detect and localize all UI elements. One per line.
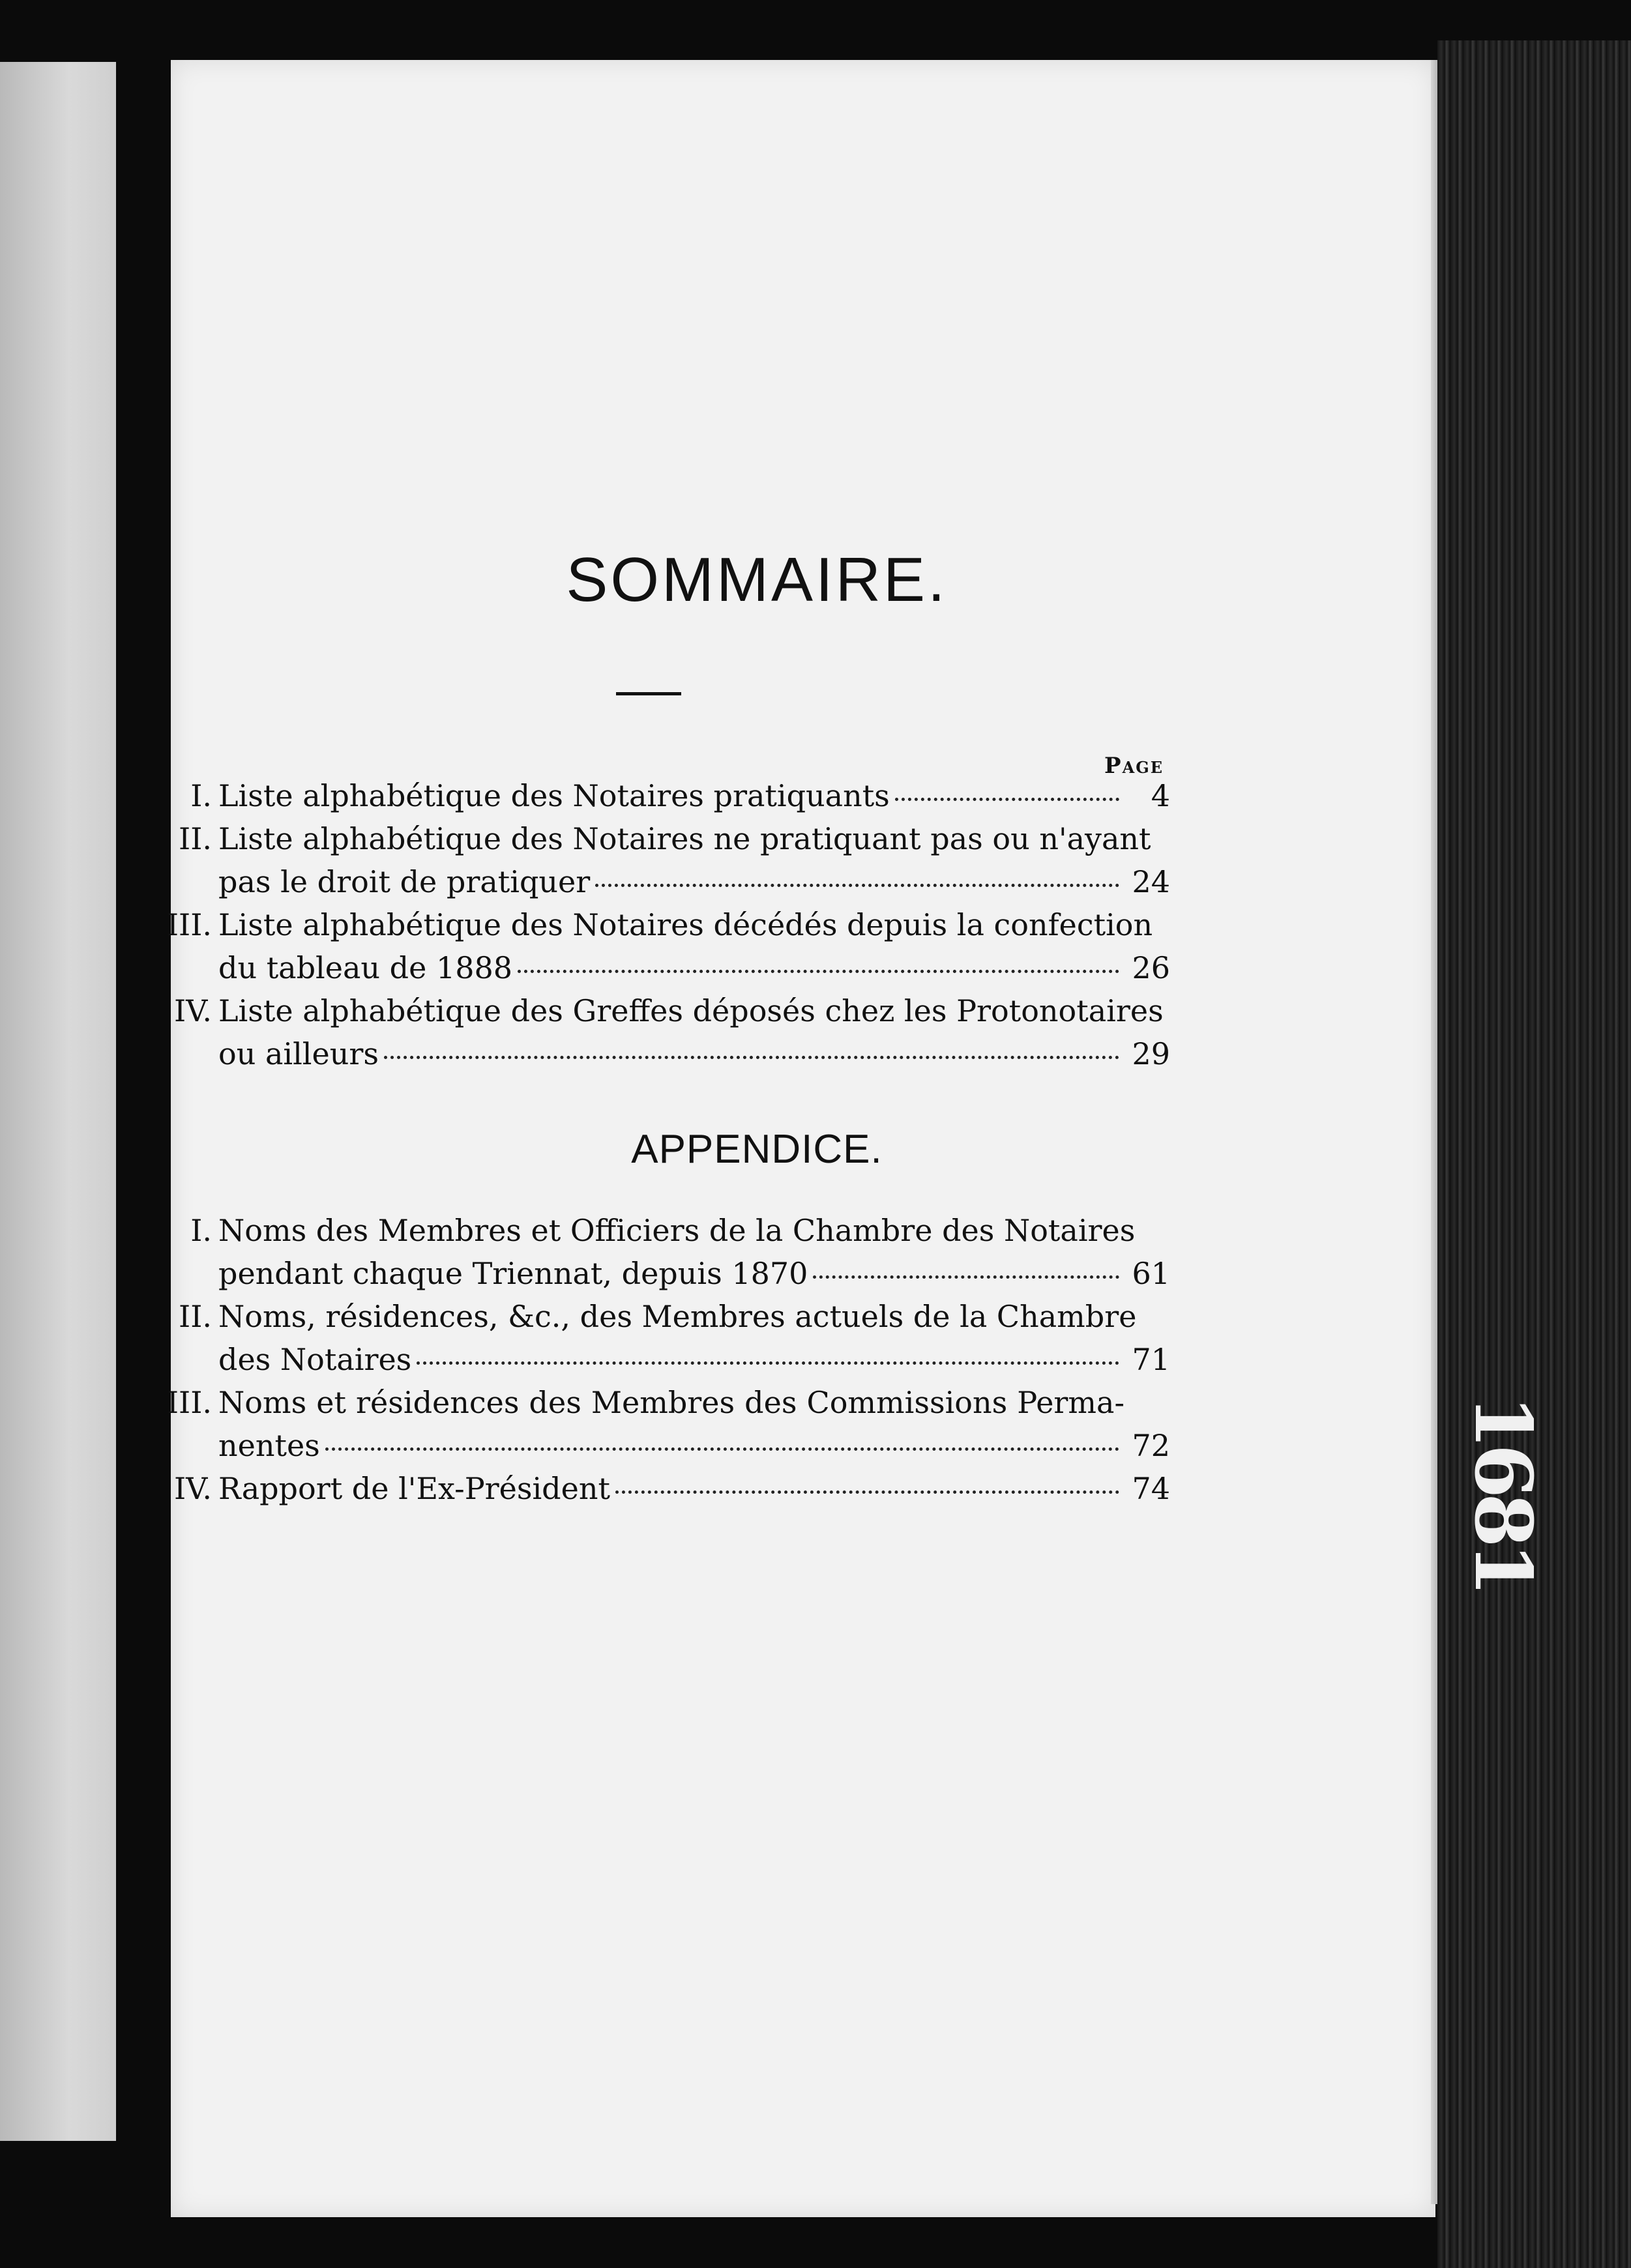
entry-text: ou ailleurs (218, 1036, 379, 1071)
title-rule (616, 692, 681, 695)
entry-page: 4 (1151, 778, 1170, 813)
appendix-list (163, 1209, 1170, 1510)
toc-entry[interactable] (163, 989, 1170, 1075)
entry-text: du tableau de 1888 (218, 950, 513, 985)
dot-leader (325, 1419, 1119, 1451)
dot-leader (813, 1247, 1119, 1279)
appendix-title: APPENDICE. (631, 1127, 883, 1172)
toc-entry[interactable] (163, 774, 1170, 817)
entry-page: 61 (1132, 1256, 1170, 1291)
adjacent-page-edge (0, 62, 116, 2141)
entry-page: 71 (1132, 1342, 1170, 1377)
dot-leader (518, 941, 1119, 973)
entry-number: III. (166, 1385, 212, 1420)
entry-page: 24 (1132, 864, 1170, 899)
entry-page: 72 (1132, 1428, 1170, 1463)
entry-text: pas le droit de pratiquer (218, 864, 591, 899)
entry-page: 74 (1132, 1471, 1170, 1506)
entry-page: 29 (1132, 1036, 1170, 1071)
dot-leader (895, 769, 1119, 801)
entry-text: pendant chaque Triennat, depuis 1870 (218, 1256, 808, 1291)
toc-entry[interactable] (163, 817, 1170, 903)
entry-number: IV. (174, 1471, 212, 1506)
entry-number: IV. (174, 993, 212, 1028)
entry-text: Liste alphabétique des Notaires décédés depuis la confection (218, 907, 1153, 942)
entry-text: des Notaires (218, 1342, 412, 1377)
entry-number: II. (179, 821, 212, 856)
spine-stamp (1418, 1395, 1535, 1460)
entry-text: Noms, résidences, &c., des Membres actuels de la Chambre (218, 1299, 1137, 1334)
contents-list (163, 774, 1170, 1075)
dot-leader (615, 1462, 1119, 1494)
appendix-entry[interactable] (163, 1209, 1170, 1295)
page-title: SOMMAIRE. (566, 545, 948, 615)
dot-leader (417, 1333, 1119, 1365)
appendix-entry[interactable] (163, 1295, 1170, 1381)
entry-text: Liste alphabétique des Notaires pratiquants (218, 778, 890, 813)
entry-number: II. (179, 1299, 212, 1334)
entry-page: 26 (1132, 950, 1170, 985)
entry-number: III. (166, 907, 212, 942)
entry-number: I. (190, 1213, 212, 1248)
entry-text: Liste alphabétique des Notaires ne pratiquant pas ou n'ayant (218, 821, 1151, 856)
dot-leader (595, 855, 1119, 887)
page-column-label: Page (1104, 753, 1164, 779)
entry-text: nentes (218, 1428, 320, 1463)
entry-text: Noms des Membres et Officiers de la Chambre des Notaires (218, 1213, 1136, 1248)
dot-leader (384, 1027, 1119, 1059)
entry-text: Rapport de l'Ex-Président (218, 1471, 610, 1506)
appendix-entry[interactable] (163, 1381, 1170, 1467)
entry-text: Noms et résidences des Membres des Commissions Perma- (218, 1385, 1124, 1420)
entry-number: I. (190, 778, 212, 813)
entry-text: Liste alphabétique des Greffes déposés chez les Protonotaires (218, 993, 1164, 1028)
toc-entry[interactable] (163, 903, 1170, 989)
appendix-entry[interactable] (163, 1467, 1170, 1510)
